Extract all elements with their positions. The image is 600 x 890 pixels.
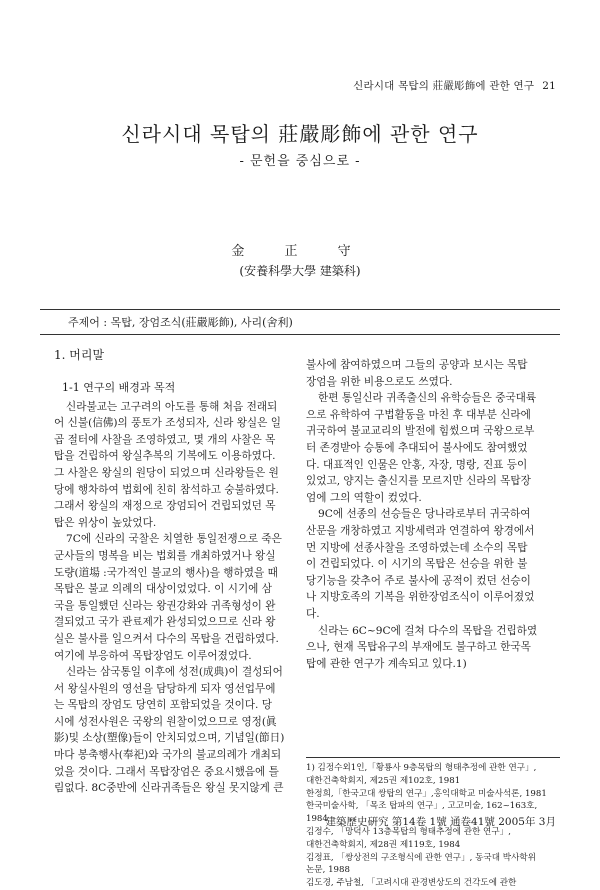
footnote-line: 1984 — [306, 814, 328, 825]
body-line: 장엄을 위한 비용으로도 쓰였다. — [306, 375, 453, 388]
body-line: 그 사찰은 왕실의 원당이 되었으며 신라왕들은 원 — [54, 466, 279, 479]
right-column — [306, 357, 558, 672]
author-affiliation: (安養科學大學 建築科) — [239, 264, 361, 278]
footnote-line: 김정표, 「쌍상전의 구조형식에 관한 연구」, 동국대 박사학위 — [306, 852, 536, 863]
running-head — [353, 78, 556, 93]
footnote-line: 김도경, 주남철, 「고려시대 관경변상도의 건각도에 관한 — [306, 878, 517, 889]
body-line: 9C에 선종의 선승들은 당나라로부터 귀국하여 — [318, 508, 531, 521]
body-line: 림없다. 8C중반에 신라귀족들은 왕실 못지않게 큰 — [54, 782, 284, 795]
body-line: 결되었고 국가 관료제가 완성되었으므로 신라 왕 — [54, 616, 276, 629]
body-line: 7C에 신라의 국찰은 치열한 통일전쟁으로 죽은 — [66, 533, 282, 546]
body-line: 影)및 소상(塑像)들이 안치되었으며, 기념일(節日) — [54, 732, 285, 745]
footnote-line: 대한건축학회지, 제25권 제102호, 1981 — [306, 775, 461, 786]
body-line: 는 목탑의 장엄도 당연히 포함되었을 것이다. 당 — [54, 699, 273, 712]
body-line: 나 지방호족의 기복을 위한장엄조식이 이루어졌었 — [306, 591, 535, 604]
body-line: 그래서 왕실의 재정으로 장엄되어 건립되었던 목 — [54, 500, 276, 513]
body-line: 불사에 참여하였으며 그들의 공양과 보시는 목탑 — [306, 359, 528, 371]
body-line: 서 왕실사원의 영선을 담당하게 되자 영선업무에 — [54, 682, 276, 695]
footnote-line: 한정희,「한국고대 쌍탑의 연구」,홍익대학교 미술사석론, 1981 — [306, 788, 547, 799]
body-line: 탑은 위상이 높았었다. — [54, 516, 157, 529]
body-line: 국을 통일했던 신라는 왕권강화와 귀족형성이 완 — [54, 599, 276, 612]
body-line: 시에 성전사원은 국왕의 원찰이었으므로 영정(眞 — [54, 715, 277, 728]
body-line: 귀국하여 불교교리의 발전에 힘썼으며 국왕으로부 — [306, 425, 535, 438]
section-heading: 1. 머리말 — [54, 348, 105, 362]
paper-subtitle: - 문헌을 중심으로 - — [239, 154, 361, 169]
body-line: 다. 대표적인 인물은 안홍, 자장, 명랑, 진표 등이 — [306, 458, 528, 471]
body-line: 으로 유학하여 구법활동을 마친 후 대부분 신라에 — [306, 408, 531, 421]
author-name: 金 正 守 — [231, 244, 369, 259]
body-line: 마다 봉축행사(奉祀)와 국가의 불교의례가 개최되 — [54, 749, 282, 762]
body-line: 있었고, 양지는 출신지를 모르지만 신라의 목탑장 — [306, 475, 531, 488]
body-line: 탑에 관한 연구가 계속되고 있다.1) — [306, 657, 467, 670]
footnote-line: 논문, 1988 — [306, 865, 350, 876]
body-line: 신라는 삼국통일 이후에 성전(成典)이 결성되어 — [66, 666, 283, 679]
body-line: 먼 지방에 선종사찰을 조영하였는데 소수의 목탑 — [306, 541, 528, 554]
body-line: 목탑은 불교 의례의 대상이었었다. 이 시기에 삼 — [54, 583, 273, 596]
footnote-line: 김정수, 「망덕사 13층목탑의 형태추정에 관한 연구」, — [306, 826, 511, 837]
subsection-heading: 1-1 연구의 배경과 목적 — [62, 381, 176, 394]
footnote-line: 한국미술사학, 「목조 탑파의 연구」, 고고미술, 162~163호, — [306, 801, 538, 812]
journal-footer: 建築歷史硏究 第14卷 1號 通卷41號 2005年 3月 — [325, 816, 556, 828]
page-number: 21 — [542, 80, 556, 92]
body-line: 군사들의 명복을 비는 법회를 개최하였거나 왕실 — [54, 549, 276, 562]
body-line: 어 신불(信佛)의 풍토가 조성되자, 신라 왕실은 일 — [54, 417, 281, 430]
body-line: 신라불교는 고구려의 아도를 통해 처음 전래되 — [66, 400, 278, 413]
body-line: 었을 것이다. 그래서 목탑장엄은 중요시했음에 틀 — [54, 765, 279, 778]
body-line: 한편 통일신라 귀족출신의 유학승들은 중국대륙 — [318, 392, 537, 405]
footnote-line: 1) 김정수외1인,「황룡사 9층목탑의 형태추정에 관한 연구」, — [306, 763, 537, 773]
body-line: 엄에 그의 역할이 컸었다. — [306, 491, 422, 504]
body-line: 터 존경받아 승통에 추대되어 불사에도 참여했었 — [306, 441, 528, 454]
body-line: 신라는 6C~9C에 걸쳐 다수의 목탑을 건립하였 — [318, 624, 538, 637]
body-line: 탑을 건립하여 왕실추복의 기복에도 이용하였다. — [54, 450, 276, 463]
body-line: 당기능을 갖추어 주로 불사에 공적이 컸던 선승이 — [306, 574, 531, 587]
running-head-title: 신라시대 목탑의 莊嚴彫飾에 관한 연구 — [353, 80, 535, 92]
body-line: 도량(道場 :국가적인 불교의 행사)을 행하였을 때 — [54, 566, 278, 579]
right-body — [306, 357, 558, 672]
body-line: 실은 불사를 일으켜서 다수의 목탑을 건립하였다. — [54, 632, 279, 645]
paper-title: 신라시대 목탑의 莊嚴彫飾에 관한 연구 — [121, 122, 479, 146]
body-line: 이 건립되었다. 이 시기의 목탑은 선승을 위한 불 — [306, 558, 528, 571]
footnote-line: 대한건축학회지, 제28권 제119호, 1984 — [306, 839, 461, 850]
body-line: 으나, 현재 목탑유구의 부재에도 불구하고 한국목 — [306, 641, 531, 654]
body-line: 당에 행차하여 법회에 친히 참석하고 숭불하였다. — [54, 483, 279, 496]
body-line: 다. — [306, 607, 320, 620]
left-body — [54, 399, 306, 797]
body-line: 산문을 개창하였고 지방세력과 연결하여 왕경에서 — [306, 524, 535, 537]
keywords-box: 주제어 : 목탑, 장엄조식(莊嚴彫飾), 사리(舍利) — [40, 309, 560, 335]
body-line: 여기에 부응하여 목탑장엄도 이루어졌었다. — [54, 649, 252, 662]
body-line: 곱 절터에 사찰을 조영하였고, 몇 개의 사찰은 목 — [54, 433, 276, 446]
left-column — [54, 346, 306, 797]
